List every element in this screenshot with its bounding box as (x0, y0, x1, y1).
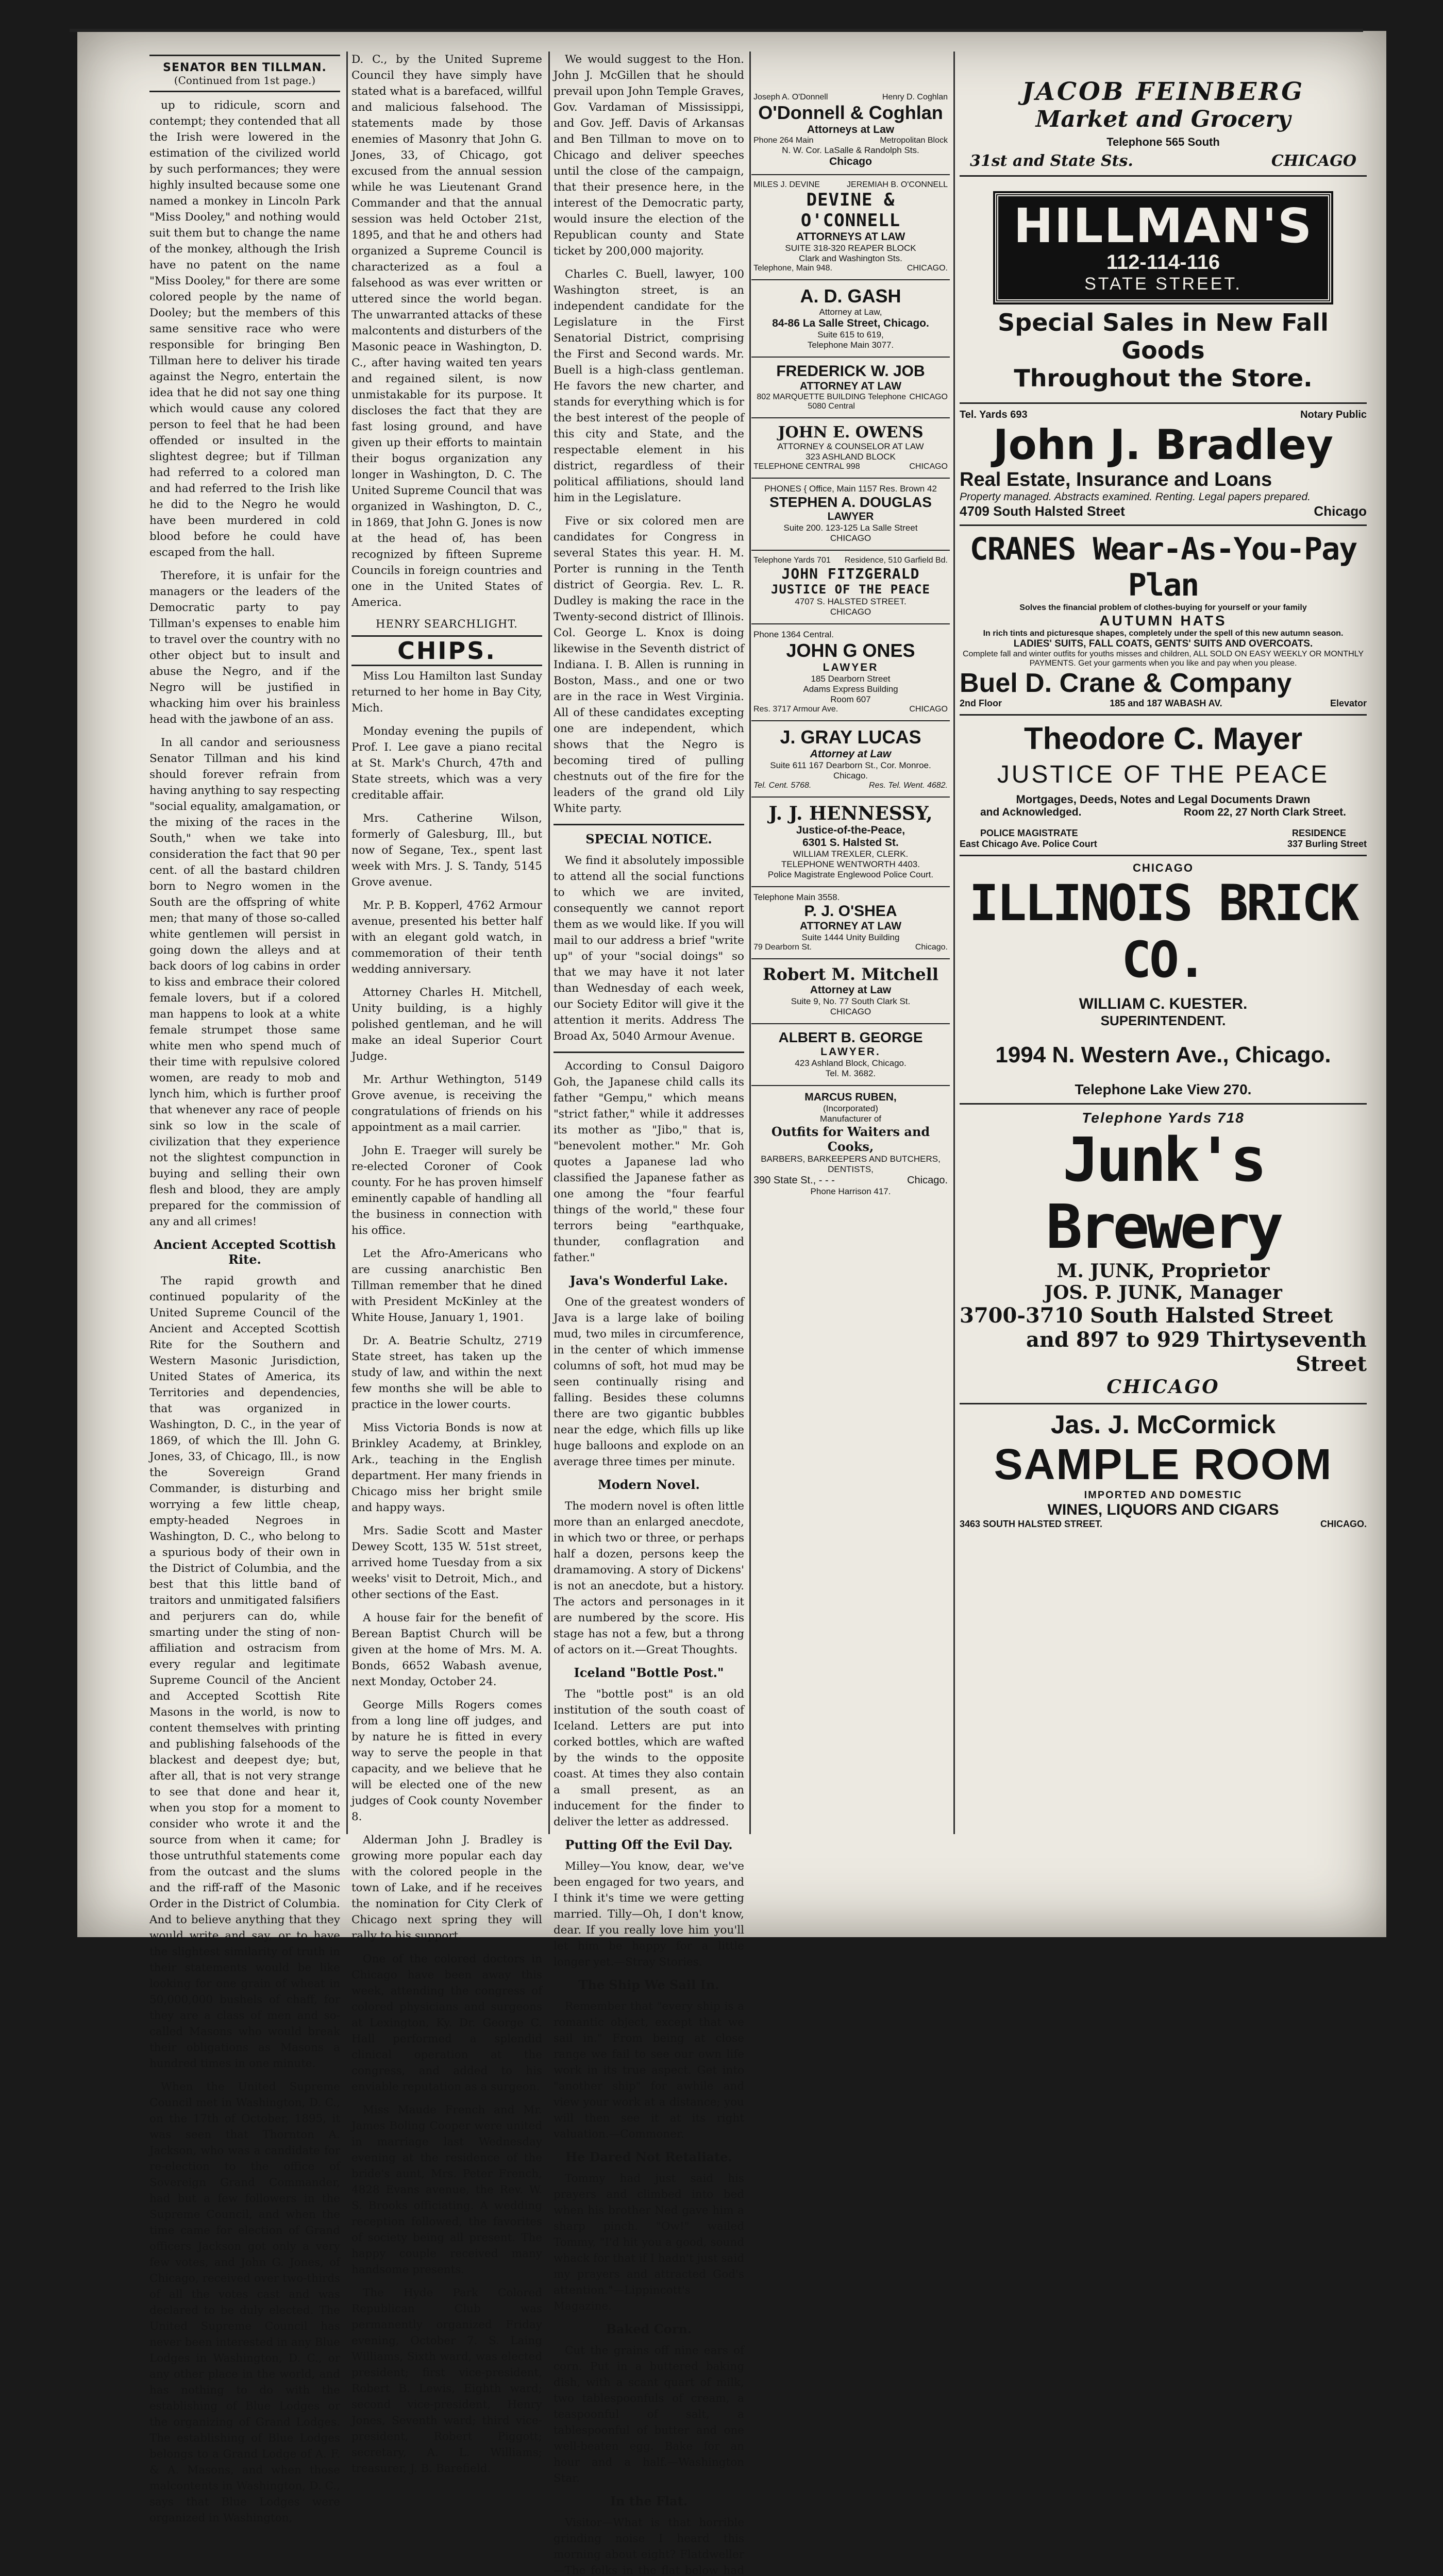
column-1 (149, 52, 340, 2524)
paragraph: Charles C. Buell, lawyer, 100 Washington street, is an independent candidate for the Legislature in the First Senatorial District, comprising the First and Second wards. Mr. Buell is a high-class gentleman. He favors the new charter, and stands for everything which is for the best interest of the people of this city and State, and the respectable element in his district, regardless of their political affiliations, should land him in the Legislature. (553, 268, 744, 504)
ad-feinberg: JACOB FEINBERG Market and Grocery Telephone 565 South 31st and State Sts. CHICAGO (960, 72, 1367, 177)
card-devine: MILES J. DEVINE JEREMIAH B. O'CONNELL DEVINE & O'CONNELL ATTORNEYS AT LAW SUITE 318-320 REAPER BLOCK Clark and Washington Sts. Telephone, Main 948. CHICAGO. (751, 175, 950, 280)
column-4-cards (751, 88, 950, 1880)
ad-mccormick: Jas. J. McCormick SAMPLE ROOM IMPORTED AND DOMESTIC WINES, LIQUORS AND CIGARS 3463 SOUTH HALSTED STREET. CHICAGO. (960, 1410, 1367, 1529)
paragraph: According to Consul Daigoro Goh, the Japanese child calls its father "Gempu," which means "strict father," while it addresses its mother as "Jibo," that is, "benevolent mother." Mr. Goh quotes a Japanese lad who classified the Japanese father as one among the "four fearful things of the world," these four terrors being "earthquake, thunder, conflagration and father." (553, 1060, 744, 1264)
paragraph: We would suggest to the Hon. John J. McGillen that he should prevail upon John Temple Graves, Gov. Vardaman of Mississippi, and Gov. Jeff. Davis of Arkansas and Ben Tillman to move on to Chicago and deliver speeches until the close of the campaign, that their presence here, in the interest of the Democratic party, would insure the election of the Republican county and State ticket by 200,000 majority. (553, 53, 744, 258)
card-gash: A. D. GASH Attorney at Law, 84-86 La Salle Street, Chicago. Suite 615 to 619, Telephone Main 3077. (751, 280, 950, 358)
article-subheading: (Continued from 1st page.) (174, 74, 316, 87)
section-title: SPECIAL NOTICE. (585, 832, 712, 846)
chip-item: Mr. P. B. Kopperl, 4762 Armour avenue, presented his better half with an elegant gold watch, in commemoration of their tenth wedding anniversary. (351, 899, 542, 976)
ad-mayer: Theodore C. Mayer JUSTICE OF THE PEACE Mortgages, Deeds, Notes and Legal Documents Drawn and Acknowledged. Room 22, 27 North Clark Street. POLICE MAGISTRATE RESIDENCE East Chicago Ave. Police Court 337 Burling Street (960, 716, 1367, 856)
column-divider (953, 52, 955, 1834)
paragraph: up to ridicule, scorn and contempt; they contended that all the Irish were lowered in the estimation of the civilized world by such performances; they were highly insulted because some one named a monkey in Lincoln Park "Miss Dooley," and nothing would suit them but to change the name of the monkey, although the Irish have no patent on the name "Miss Dooley," for there are some colored people by the name of Dooley; but the members of this same sensitive race who were responsible for bringing Ben Tillman here to deliver his tirade against the Negro, entertain the idea that he did not say one thing which would cause any colored person to feel that he had been offended or insulted in the slightest degree; but if Tillman had referred to a colored man and had referred to the Irish like he did to the Negro he would have been murdered in cold blood before he could have escaped from the hall. (149, 99, 340, 559)
section-title: Java's Wonderful Lake. (569, 1273, 728, 1288)
column-2 (351, 52, 542, 2475)
section-title: Iceland "Bottle Post." (574, 1665, 724, 1680)
ad-crane: CRANES Wear-As-You-Pay Plan Solves the financial problem of clothes-buying for yourself or your family AUTUMN HATS In rich tints and picturesque shapes, completely under the spell of this new autumn season. LADIES' SUITS, FALL COATS, GENTS' SUITS AND OVERCOATS. Complete fall and winter outfits for youths misses and children, ALL SOLD ON EASY WEEKLY OR MONTHLY PAYMENTS. Get your garments when you like and pay when you please. Buel D. Crane & Company 2nd Floor 185 and 187 WABASH AV. Elevator (960, 526, 1367, 716)
card-mitchell: Robert M. Mitchell Attorney at Law Suite 9, No. 77 South Clark St. CHICAGO (751, 959, 950, 1024)
ad-bradley: Tel. Yards 693 Notary Public John J. Bradley Real Estate, Insurance and Loans Property managed. Abstracts examined. Renting. Legal papers prepared. 4709 South Halsted Street Chicago (960, 404, 1367, 526)
card-george: ALBERT B. GEORGE LAWYER. 423 Ashland Block, Chicago. Tel. M. 3682. (751, 1024, 950, 1086)
column-divider (346, 52, 348, 1834)
article-heading: SENATOR BEN TILLMAN. (163, 61, 327, 74)
column-divider (749, 52, 751, 1834)
chip-item: Monday evening the pupils of Prof. I. Lee gave a piano recital at St. Mark's Church, 47th and State streets, which was a very creditable affair. (351, 725, 542, 802)
chip-item: Mrs. Catherine Wilson, formerly of Galesburg, Ill., but now of Segane, Tex., spent last week with Mrs. J. S. Tandy, 5145 Grove avenue. (351, 812, 542, 889)
chip-item: One of the colored doctors in Chicago have been away this week, attending the congress of colored physicians and surgeons at Lexington, Ky. Dr. George C. Hall performed a splendid clinical operation at the congress, and added to his enviable reputation as a surgeon. (351, 1953, 542, 2093)
paragraph: Remember that "every ship is a romantic object, except that we sail in." From being at close range we fail to see our own life work in its true aspect. Get into "another ship" for awhile and view your work at a distance; you will then see it at its right valuation.—Commoner. (553, 2000, 744, 2141)
card-ruben: MARCUS RUBEN, (Incorporated) Manufacturer of Outfits for Waiters and Cooks, BARBERS, BARKEEPERS AND BUTCHERS, DENTISTS, 390 State St., - - - Chicago. Phone Harrison 417. (753, 1091, 948, 1196)
section-title: Baked Corn. (606, 2321, 692, 2336)
chip-item: Miss Maude French and Mr. James Boling Cooper were united in marriage last Wednesday evening at the residence of the bride's aunt, Mrs. Peter French, 4828 Evans avenue, the Rev. W. S. Brooks officiating. A wedding reception followed, the favorites of society being all present. The happy couple received many handsome presents. (351, 2104, 542, 2276)
column-5-ads (960, 72, 1367, 1865)
ad-junk: Telephone Yards 718 Junk's Brewery M. JUNK, Proprietor JOS. P. JUNK, Manager 3700-3710 South Halsted Street and 897 to 929 Thirtyseventh Street CHICAGO (960, 1105, 1367, 1404)
card-hennessy: J. J. HENNESSY, Justice-of-the-Peace, 6301 S. Halsted St. WILLIAM TREXLER, CLERK. TELEPHONE WENTWORTH 4403. Police Magistrate Englewood Police Court. (751, 798, 950, 887)
card-lucas: J. GRAY LUCAS Attorney at Law Suite 611 167 Dearborn St., Cor. Monroe. Chicago. Tel. Cent. 5768. Res. Tel. Went. 4682. (751, 721, 950, 798)
card-oshea: Telephone Main 3558. P. J. O'SHEA ATTORNEY AT LAW Suite 1444 Unity Building 79 Dearborn St. Chicago. (751, 887, 950, 959)
card-jones: Phone 1364 Central. JOHN G ONES LAWYER 185 Dearborn Street Adams Express Building Room 607 Res. 3717 Armour Ave. CHICAGO (751, 624, 950, 721)
card-fitzgerald: Telephone Yards 701 Residence, 510 Garfield Bd. JOHN FITZGERALD JUSTICE OF THE PEACE 4707 S. HALSTED STREET. CHICAGO (751, 551, 950, 624)
chip-item: The Hyde Park Colored Republican Club was permanently organized Friday evening, October 7. S. Laing Williams, Sixth ward, was elected president; first vice-president, Robert B. Lewis, Eighth ward; second vice-president, Henry Jones, Seventh ward; third vice-president, Robert Piggott; secretary, A. L. Williams; treasurer, J. B. Barefield. (351, 2286, 542, 2475)
section-title: He Dared Not Retaliate. (565, 2149, 732, 2164)
paragraph: Visitor—What is that horrible grinding noise I heard this morning about eight? Flatdweller—The folks in the flat below had (553, 2516, 744, 2576)
chip-item: Mrs. Sadie Scott and Master Dewey Scott, 135 W. 51st street, arrived home Tuesday from a six weeks' visit to Detroit, Mich., and other sections of the East. (351, 1524, 542, 1601)
chip-item: Attorney Charles H. Mitchell, Unity building, is a highly polished gentleman, and he will make an ideal Superior Court Judge. (351, 986, 542, 1063)
chip-item: Miss Lou Hamilton last Sunday returned to her home in Bay City, Mich. (351, 670, 542, 715)
paragraph: One of the greatest wonders of Java is a large lake of boiling mud, two miles in circumference, in the center of which immense columns of soft, hot mud may be seen continually rising and falling. Besides these columns there are two gigantic bubbles near the edge, which fills up like huge balloons and explode on an average three times per minute. (553, 1296, 744, 1468)
paragraph: In all candor and seriousness Senator Tillman and his kind should forever refrain from having anything to say respecting "social equality, amalgamation, or the mixing of the races in the South," when we take into consideration the fact that 90 per cent. of all the bastard children born to Negro women in the South are the offspring of white men; that many of those so-called white gentlemen will persist in going down the alleys and at back doors of log cabins in order to kiss and embrace their colored female lovers, but if a colored man happens to look at a white female strumpet those same white men who spend much of their time with repulsive colored women, are ready to mob and lynch him, which is further proof that whenever any race of people sink so low in the scale of civilization that they experience not the slightest compunction in buying and selling their own flesh and blood, they are amply prepared for the commission of any and all crimes! (149, 736, 340, 1228)
paragraph: The modern novel is often little more than an enlarged anecdote, in which two or three, or perhaps half a dozen, persons keep the dramamoving. A story of Dickens' is not an anecdote, but a history. The actors and personages in it are numbered by the score. His stage has not a few, but a throng of actors on it.—Great Thoughts. (553, 1500, 744, 1656)
paragraph: When the United Supreme Council met in Washington, D. C., on the 17th of October, 1895, it was seen that Thornton A. Jackson, who was a candidate for re-election to the office of Sovereign Grand Commander, had but a few followers in the Supreme Council, and when the time came for election of Grand officers Jackson got only a very few votes, and John G. Jones, of Chicago, received over two-thirds of all the votes cast and was declared to be duly elected. The United Supreme Council has never been interested in any Blue Lodges in Washington, D. C., or any other place in the world, and has nothing to do with the establishing of Blue Lodges or the organizing of Grand Lodges. The establishing of Blue Lodges belongs to a Grand Lodge of A. F. & A. Masons, and when those malcontents in Washington, D. C., says that Blue Lodges were organized in Washington, (149, 2080, 340, 2524)
chip-item: Mr. Arthur Wethington, 5149 Grove avenue, is receiving the congratulations of friends on his appointment as a mail carrier. (351, 1073, 542, 1134)
paragraph: Tommy had just said his prayers and climbed into bed when his brother Ned gave him a sharp pinch. "Ow!" wailed Tommy, "I'd hit you a good, sound whack for that if I hadn't just said my prayers and attracted God's attention."—Lippincott's Magazine. (553, 2172, 744, 2313)
section-title: In the Flat. (610, 2494, 688, 2509)
card-owens: JOHN E. OWENS ATTORNEY & COUNSELOR AT LAW 323 ASHLAND BLOCK TELEPHONE CENTRAL 998 CHICAGO (751, 418, 950, 479)
chips-heading: CHIPS. (351, 635, 542, 666)
chip-item: Let the Afro-Americans who are cussing anarchistic Ben Tillman remember that he dined with President McKinley at the White House, January 1, 1901. (351, 1247, 542, 1324)
chip-item: Miss Victoria Bonds is now at Brinkley Academy, at Brinkley, Ark., teaching in the English department. Her many friends in Chicago miss her bright smile and happy ways. (351, 1421, 542, 1514)
chip-item: Alderman John J. Bradley is growing more popular each day with the colored people in the town of Lake, and if he receives the nomination for City Clerk of Chicago next spring they will rally to his support. (351, 1834, 542, 1942)
ad-brick: CHICAGO ILLINOIS BRICK CO. WILLIAM C. KUESTER. SUPERINTENDENT. 1994 N. Western Ave., Chicago. Telephone Lake View 270. (960, 856, 1367, 1105)
chip-item: A house fair for the benefit of Berean Baptist Church will be given at the home of Mrs. M. A. Bonds, 6652 Wabash avenue, next Monday, October 24. (351, 1612, 542, 1688)
top-rule (70, 29, 1363, 32)
paragraph: Therefore, it is unfair for the managers or the leaders of the Democratic party to pay Tillman's expenses to enable him to travel over the country with no other object but to insult and abuse the Negro, and if the Negro will be justified in whacking him over his brainless head with the jawbone of an ass. (149, 569, 340, 726)
column-divider (548, 52, 550, 1834)
card-job: FREDERICK W. JOB ATTORNEY AT LAW 802 MARQUETTE BUILDING Telephone 5080 Central CHICAGO (751, 358, 950, 418)
paragraph: Cut the grains off nine ears of corn. Put in a buttered baking dish, with a scant quart of milk, two tablespoonfuls of cream, a teaspoonful of salt, a tablespoonful of butter and one well-beaten egg. Bake for an hour and a half.—Washington Star. (553, 2344, 744, 2485)
chip-item: John E. Traeger will surely be re-elected Coroner of Cook county. For he has proven himself eminently capable of handling all the business in connection with his office. (351, 1144, 542, 1237)
card-odonnell: Joseph A. O'Donnell Henry D. Coghlan O'Donnell & Coghlan Attorneys at Law Phone 264 Main Metropolitan Block N. W. Cor. LaSalle & Randolph Sts. Chicago (751, 88, 950, 175)
section-title: Modern Novel. (598, 1477, 700, 1492)
chip-item: George Mills Rogers comes from a long line off judges, and by nature he is fitted in every way to serve the people in that capacity, and we believe that he will be elected one of the new judges of Cook county November 8. (351, 1699, 542, 1823)
hillman-logo: HILLMAN'S 112-114-116 STATE STREET. (995, 193, 1331, 302)
card-douglas: PHONES { Office, Main 1157 Res. Brown 42 STEPHEN A. DOUGLAS LAWYER Suite 200. 123-125 La Salle Street CHICAGO (751, 479, 950, 551)
paragraph: We find it absolutely impossible to attend all the social functions to which we are invited, consequently we cannot report them as we would like. If you will mail to our address a brief "write up" of your "social doings" so that we may have it not later than Wednesday of each week, our Society Editor will give it the attention it merits. Address The Broad Ax, 5040 Armour Avenue. (553, 854, 744, 1043)
paragraph: Milley—You know, dear, we've been engaged for two years, and I think it's time we were getting married. Tilly—Oh, I don't know, dear. If you really love him you'll let him be happy for a little longer yet.—Stray Stories. (553, 1860, 744, 1969)
column-3 (553, 52, 744, 2576)
section-title: Ancient Accepted Scottish Rite. (154, 1237, 336, 1267)
section-title: Putting Off the Evil Day. (565, 1837, 733, 1852)
ad-hillman: HILLMAN'S 112-114-116 STATE STREET. Special Sales in New Fall Goods Throughout the Store. (960, 177, 1367, 404)
signature: HENRY SEARCHLIGHT. (376, 618, 518, 630)
section-title: The Ship We Sail In. (578, 1977, 719, 1992)
paragraph: The rapid growth and continued popularity of the United Supreme Council of the Ancient and Accepted Scottish Rite for the Southern and Western Masonic Jurisdiction, United States of America, its Territories and dependencies, that was organized in Washington, D. C., in the year of 1869, of which the Ill. John G. Jones, 33, of Chicago, Ill., is now the Sovereign Grand Commander, is disturbing and worrying a few little cheap, empty-headed Negroes in Washington, D. C., who belong to a spurious body of their own in the District of Columbia, and the best that this little band of traitors and unmitigated falsifiers and perjurers can do, while smarting under the sting of non-affiliation and ostracism from every regular and legitimate Supreme Council of the Ancient and Accepted Scottish Rite Masons in the world, is now to content themselves with printing and publishing falsehoods of the blackest and deepest dye; but, after all, that is not very strange to see that done and hear it, when you stop for a moment to consider who wrote it and the source from when it came; for those untruthful statements come from the outcast and the slums and the riff-raff of the Masonic Order in the District of Columbia. And to believe anything that they would write and say, or to have the slightest similarity of truth in their statements would be like looking for one grain of wheat in 50,000,000 bushels of chaff, for they are a class of men and so-called Masons who would break their obligations as Masons a hundred times in one minute. (149, 1275, 340, 2070)
paragraph: D. C., by the United Supreme Council they have simply have stated what is a barefaced, willful and malicious falsehood. The statements made by those enemies of Masonry that John G. Jones, 33, of Chicago, got excused from the annual session while he was Lieutenant Grand Commander and that the annual session was held October 21st, 1895, and that he and others had organized a Supreme Council is characterized as a foul a falsehood as was ever written or uttered since the world began. The unwarranted attacks of these malcontents and disturbers of the Masonic peace in Washington, D. C., after having waited ten years and regained silent, is now unmistakable for its purpose. It discloses the fact that they are fast losing ground, and have given up their efforts to maintain their bogus organization any longer in Washington, D. C. The United Supreme Council that was organized in Washington, D. C., in 1869, that John G. Jones is now at the head of, has been recognized by fifteen Supreme Councils in foreign countries and one in the United States of America. (351, 53, 542, 609)
chip-item: Dr. A. Beatrie Schultz, 2719 State street, has taken up the study of law, and within the next few months she will be able to practice in the lower courts. (351, 1334, 542, 1411)
paragraph: Five or six colored men are candidates for Congress in several States this year. H. M. Porter is running in the Tenth district of Georgia. Rev. L. R. Dudley is making the race in the Twenty-second district of Illinois. Col. George L. Knox is doing likewise in the Seventh district of Indiana. I. B. Allen is running in Boston, Mass., and one or two are in the race in West Virginia. All of these candidates excepting one are independent, which shows that the Negro is becoming tired of pulling chestnuts out of the fire for the leaders of the grand old Lily White party. (553, 515, 744, 815)
paragraph: The "bottle post" is an old institution of the south coast of Iceland. Letters are put into corked bottles, which are wafted by the winds to the opposite coast. At times they also contain a small present, as an inducement for the finder to deliver the letter as addressed. (553, 1688, 744, 1828)
